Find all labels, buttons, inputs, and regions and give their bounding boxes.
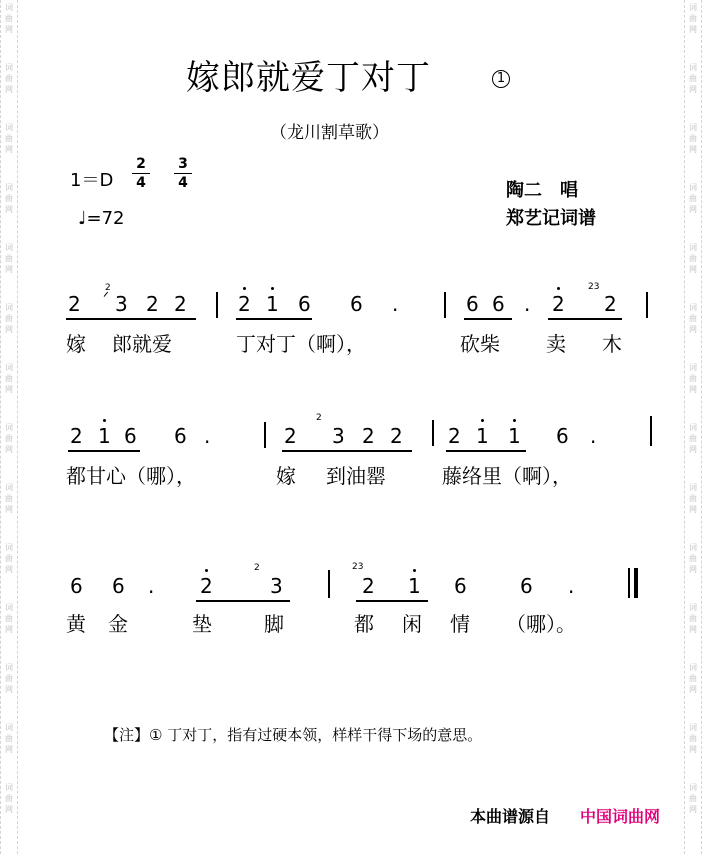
note: 6 xyxy=(492,292,505,316)
dot: . xyxy=(568,574,575,598)
slur-mark: ᐟ xyxy=(103,290,109,306)
grace-note: 2 xyxy=(254,563,260,573)
lyric: 情 xyxy=(450,612,470,636)
recorder-credit: 郑艺记词谱 xyxy=(506,208,596,229)
dot: . xyxy=(204,424,211,448)
beam-line xyxy=(548,318,622,320)
right-watermark-strip xyxy=(684,0,702,854)
watermark-text: 词 曲 网 xyxy=(689,123,697,154)
note: 6 xyxy=(174,424,187,448)
note: 6 xyxy=(70,574,83,598)
title-footnote-marker: 1 xyxy=(492,70,510,88)
time-signature-1: $\frac{2}{4}$ xyxy=(132,155,150,192)
watermark-text: 词 曲 网 xyxy=(689,183,697,214)
barline xyxy=(650,416,652,446)
dot: . xyxy=(524,292,531,316)
final-barline-thin xyxy=(628,568,630,598)
note: 6 xyxy=(298,292,311,316)
note: 2 xyxy=(552,292,565,316)
barline xyxy=(646,292,648,318)
barline xyxy=(432,420,434,446)
note: 3 xyxy=(332,424,345,448)
note: 1 xyxy=(476,424,489,448)
singer-credit: 陶二 唱 xyxy=(506,180,578,201)
barline xyxy=(444,292,446,318)
note: 6 xyxy=(112,574,125,598)
lyric: 脚 xyxy=(264,612,284,636)
barline xyxy=(216,292,218,318)
key-signature: 1＝D xyxy=(70,170,114,191)
dot: . xyxy=(148,574,155,598)
quarter-note-icon: ♩ xyxy=(78,208,87,229)
watermark-text: 词 曲 网 xyxy=(5,603,13,634)
note: 2 xyxy=(238,292,251,316)
dot: . xyxy=(590,424,597,448)
note: 6 xyxy=(466,292,479,316)
watermark-text: 词 曲 网 xyxy=(689,543,697,574)
lyric: 金 xyxy=(108,612,128,636)
lyric: 嫁 xyxy=(66,332,86,356)
source-label: 本曲谱源自 xyxy=(470,807,551,826)
lyric: 卖 xyxy=(546,332,566,356)
watermark-text: 词 曲 网 xyxy=(689,783,697,814)
lyric: 藤络里（啊）， xyxy=(442,464,572,488)
grace-note: 2 xyxy=(105,283,111,293)
beam-line xyxy=(66,318,196,320)
note: 2 xyxy=(174,292,187,316)
note: 2 xyxy=(362,574,375,598)
grace-note: 2 xyxy=(316,413,322,423)
lyric: 木 xyxy=(602,332,622,356)
note: 2 xyxy=(448,424,461,448)
lyric: 黄 xyxy=(66,612,86,636)
lyric: 郎就爱 xyxy=(112,332,172,356)
note: 1 xyxy=(266,292,279,316)
barline xyxy=(328,570,330,598)
note: 3 xyxy=(270,574,283,598)
site-brand-link[interactable]: 中国词曲网 xyxy=(580,807,661,826)
lyric: 都甘心（哪）， xyxy=(66,464,196,488)
barline xyxy=(264,422,266,448)
note: 2 xyxy=(200,574,213,598)
song-subtitle: （龙川割草歌） xyxy=(270,123,389,143)
watermark-text: 词 曲 网 xyxy=(5,63,13,94)
beam-line xyxy=(282,450,412,452)
watermark-text: 词 曲 网 xyxy=(689,63,697,94)
beam-line xyxy=(356,600,428,602)
note: 2 xyxy=(284,424,297,448)
beam-line xyxy=(196,600,290,602)
watermark-text: 词 曲 网 xyxy=(5,123,13,154)
watermark-text: 词 曲 网 xyxy=(5,243,13,274)
watermark-text: 词 曲 网 xyxy=(5,543,13,574)
watermark-text: 词 曲 网 xyxy=(5,3,13,34)
watermark-text: 词 曲 网 xyxy=(5,723,13,754)
beam-line xyxy=(464,318,512,320)
note: 6 xyxy=(520,574,533,598)
note: 6 xyxy=(350,292,363,316)
note: 2 xyxy=(390,424,403,448)
lyric: 砍柴 xyxy=(460,332,500,356)
note: 1 xyxy=(508,424,521,448)
note: 2 xyxy=(68,292,81,316)
lyric: 到油罂 xyxy=(326,464,386,488)
watermark-text: 词 曲 网 xyxy=(689,423,697,454)
lyric: 闲 xyxy=(402,612,422,636)
watermark-text: 词 曲 网 xyxy=(689,3,697,34)
watermark-text: 词 曲 网 xyxy=(689,303,697,334)
final-barline-thick xyxy=(634,568,638,598)
note: 2 xyxy=(362,424,375,448)
watermark-text: 词 曲 网 xyxy=(5,783,13,814)
lyric: （哪）。 xyxy=(506,612,576,636)
note: 6 xyxy=(454,574,467,598)
watermark-text: 词 曲 网 xyxy=(689,243,697,274)
note: 6 xyxy=(124,424,137,448)
note: 6 xyxy=(556,424,569,448)
grace-note: 23 xyxy=(588,282,600,292)
watermark-text: 词 曲 网 xyxy=(689,723,697,754)
watermark-text: 词 曲 网 xyxy=(689,603,697,634)
tempo-marking: ♩=72 xyxy=(78,208,125,229)
grace-note: 23 xyxy=(352,562,364,572)
watermark-text: 词 曲 网 xyxy=(5,303,13,334)
note: 2 xyxy=(604,292,617,316)
footnote: 【注】① 丁对丁，指有过硬本领，样样干得下场的意思。 xyxy=(104,726,483,744)
note: 1 xyxy=(408,574,421,598)
watermark-text: 词 曲 网 xyxy=(5,423,13,454)
lyric: 垫 xyxy=(192,612,212,636)
note: 3 xyxy=(115,292,128,316)
beam-line xyxy=(446,450,526,452)
watermark-text: 词 曲 网 xyxy=(5,483,13,514)
watermark-text: 词 曲 网 xyxy=(689,483,697,514)
watermark-text: 词 曲 网 xyxy=(689,363,697,394)
beam-line xyxy=(68,450,140,452)
note: 2 xyxy=(70,424,83,448)
dot: . xyxy=(392,292,399,316)
lyric: 嫁 xyxy=(276,464,296,488)
watermark-text: 词 曲 网 xyxy=(5,363,13,394)
lyric: 都 xyxy=(354,612,374,636)
note: 2 xyxy=(146,292,159,316)
watermark-text: 词 曲 网 xyxy=(689,663,697,694)
watermark-text: 词 曲 网 xyxy=(5,663,13,694)
lyric: 丁对丁（啊）， xyxy=(236,332,366,356)
time-signature-2: $\frac{3}{4}$ xyxy=(174,155,192,192)
left-watermark-strip xyxy=(0,0,18,854)
note: 1 xyxy=(98,424,111,448)
watermark-text: 词 曲 网 xyxy=(5,183,13,214)
song-title: 嫁郎就爱丁对丁 xyxy=(186,58,431,98)
beam-line xyxy=(236,318,312,320)
